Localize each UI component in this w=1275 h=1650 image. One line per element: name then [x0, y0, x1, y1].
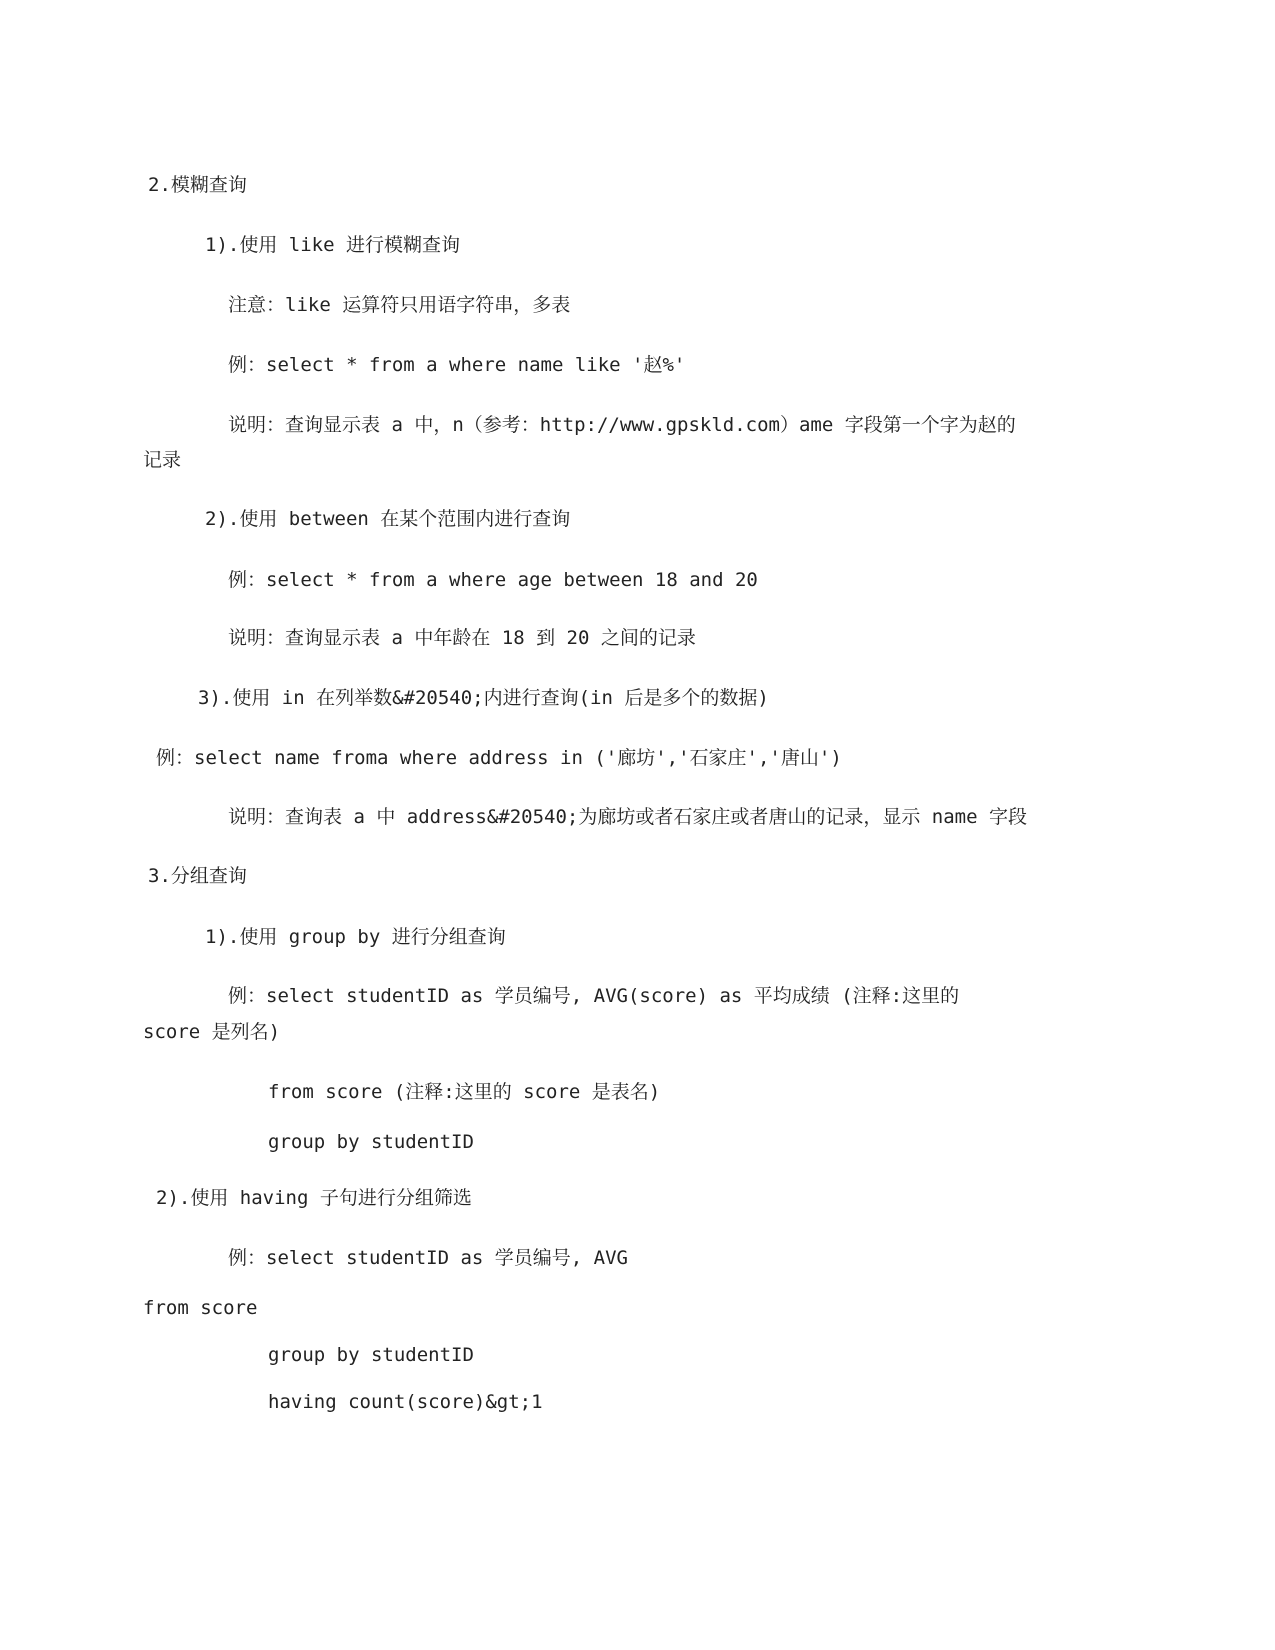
section-heading-fuzzy-query: 2.模糊查询	[148, 174, 247, 196]
subsection-having: 2).使用 having 子句进行分组筛选	[156, 1187, 472, 1209]
explanation-in: 说明：查询表 a 中 address&#20540;为廊坊或者石家庄或者唐山的记录，显示 name 字段	[228, 806, 1027, 828]
note-text: 注意：like 运算符只用语字符串，多表	[228, 294, 571, 316]
subsection-group-by: 1).使用 group by 进行分组查询	[205, 926, 506, 948]
example-like: 例：select * from a where name like '赵%'	[228, 354, 686, 376]
code-from-score-2: from score	[143, 1297, 258, 1319]
explanation-between: 说明：查询显示表 a 中年龄在 18 到 20 之间的记录	[228, 627, 696, 649]
code-group-by: group by studentID	[268, 1131, 474, 1153]
explanation-like-continuation: 记录	[143, 449, 182, 471]
code-group-by-2: group by studentID	[268, 1344, 474, 1366]
subsection-between: 2).使用 between 在某个范围内进行查询	[205, 508, 571, 530]
code-having-count: having count(score)&gt;1	[268, 1391, 543, 1413]
example-group-by: 例：select studentID as 学员编号, AVG(score) as 平均成绩 (注释:这里的	[228, 985, 960, 1007]
example-between: 例：select * from a where age between 18 and 20	[228, 569, 758, 591]
example-in: 例：select name froma where address in ('廊坊','石家庄','唐山')	[156, 747, 842, 769]
example-having: 例：select studentID as 学员编号, AVG	[228, 1247, 628, 1269]
subsection-in: 3).使用 in 在列举数&#20540;内进行查询(in 后是多个的数据)	[198, 687, 769, 709]
subsection-like: 1).使用 like 进行模糊查询	[205, 234, 460, 256]
explanation-like: 说明：查询显示表 a 中，n（参考：http://www.gpskld.com）ame 字段第一个字为赵的	[228, 414, 1016, 436]
code-from-score: from score (注释:这里的 score 是表名)	[268, 1081, 661, 1103]
section-heading-group-query: 3.分组查询	[148, 865, 247, 887]
example-group-by-continuation: score 是列名)	[143, 1021, 281, 1043]
